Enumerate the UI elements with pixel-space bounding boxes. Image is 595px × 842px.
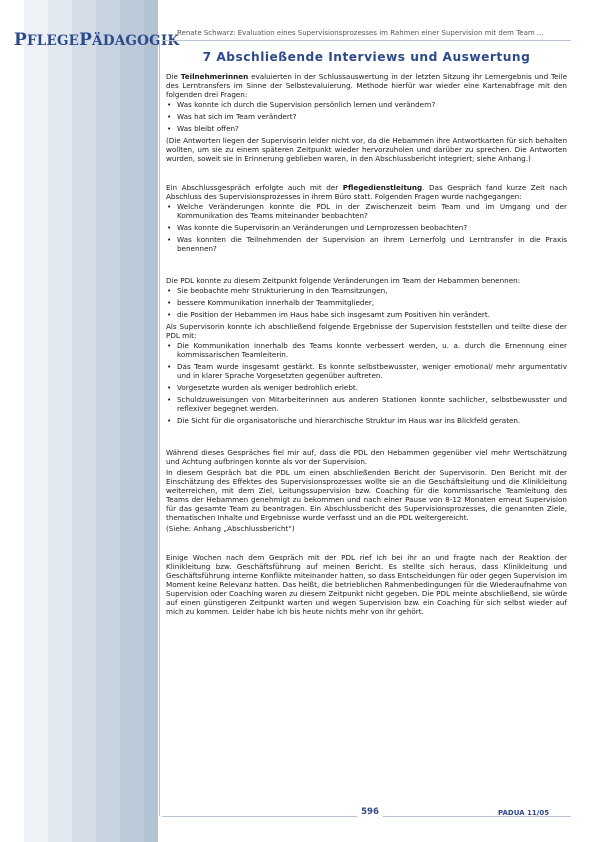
bullet-icon: • — [167, 416, 172, 425]
list-item: • Was bleibt offen? — [167, 124, 239, 133]
bullet-icon: • — [167, 310, 172, 319]
article-body — [166, 50, 567, 616]
bullet-icon: • — [167, 395, 172, 404]
bullet-icon: • — [167, 202, 172, 211]
page-number: 596 — [357, 807, 383, 817]
list-item: • bessere Kommunikation innerhalb der Teammitglieder, — [167, 298, 375, 307]
decor-stripe — [0, 0, 24, 842]
logo-initial: P — [14, 30, 27, 50]
list-item: • Welche Veränderungen konnte die PDL in der Zwischenzeit beim Team und im Umgang und der Kommunikation des Teams miteinander beobachten? — [167, 202, 567, 220]
bullet-icon: • — [167, 124, 172, 133]
logo-part: FLEGE — [26, 33, 80, 49]
result-list — [166, 341, 567, 425]
logo-initial: P — [79, 30, 93, 50]
margin-rule — [159, 40, 160, 816]
bullet-icon: • — [167, 112, 172, 121]
paragraph: Während dieses Gespräches fiel mir auf, dass die PDL den Hebammen gegenüber viel mehr Wertschätzung und Achtung aufbringen konnte als vor der Supervision. — [166, 448, 567, 466]
running-title: Renate Schwarz: Evaluation eines Supervisionsprozesses im Rahmen einer Supervision mit dem Team ... — [177, 29, 544, 37]
list-item: • Sie beobachte mehr Strukturierung in den Teamsitzungen, — [167, 286, 388, 295]
paragraph: Die PDL konnte zu diesem Zeitpunkt folgende Veränderungen im Team der Hebammen benennen: — [166, 276, 521, 285]
bold-term: Teilnehmerinnen — [180, 72, 249, 81]
header-rule — [162, 40, 571, 41]
list-item: • Was konnten die Teilnehmenden der Supervision an ihrem Lernerfolg und Lerntransfer in die Praxis benennen? — [167, 235, 567, 253]
list-item: • Die Sicht für die organisatorische und hierarchische Struktur im Haus war ins Blickfeld geraten. — [167, 416, 521, 425]
paragraph: In diesem Gespräch bat die PDL um einen abschließenden Bericht der Supervisorin. Den Bericht mit der Einschätzung des Effektes des Supervisionsprozesses wollte sie an die Geschäftsleitung und die Klinikleitung weiterreichen, mit dem Ziel, Leitungssupervision bzw. Coaching für die kommissarische Teamleitung des Teams der Hebammen genehmigt zu bekommen und nach einer Pause von 8-12 Monaten erneut Supervision für das gesamte Team zu beantragen. Ein Abschlussbericht des Supervisionsprozesses, die genannten Ziele, thematischen Inhalte und Ergebnisse wurde verfasst und an die PDL weitergereicht. — [166, 468, 567, 522]
bullet-icon: • — [167, 100, 172, 109]
paragraph: (Die Antworten liegen der Supervisorin leider nicht vor, da die Hebammen ihre Antwortkarten für sich behalten wollten, um sie zu einem späteren Zeitpunkt wieder hervorzuholen und darüber zu sprechen. Die Antworten wurden, soweit sie in Erinnerung geblieben waren, in den Abschlussbericht integriert; siehe Anhang.) — [166, 136, 567, 163]
logo-part: ÄDAGOGIK — [92, 33, 180, 49]
list-item: • Das Team wurde insgesamt gestärkt. Es konnte selbstbewusster, weniger emotional/ mehr argumentativ und in klarer Sprache Vorgesetzten gegenüber auftreten. — [167, 362, 567, 380]
list-item: • die Position der Hebammen im Haus habe sich insgesamt zum Positiven hin verändert. — [167, 310, 490, 319]
section-heading: 7 Abschließende Interviews und Auswertung — [202, 50, 531, 64]
list-item: • Vorgesetzte wurden als weniger bedrohlich erlebt. — [167, 383, 358, 392]
list-item: • Die Kommunikation innerhalb des Teams konnte verbessert werden, u. a. durch die Ernennung einer kommissarischen Teamleiterin. — [167, 341, 567, 359]
decor-stripe — [96, 0, 120, 842]
decor-stripe — [120, 0, 144, 842]
decor-stripe — [48, 0, 72, 842]
bullet-icon: • — [167, 383, 172, 392]
question-list — [166, 202, 567, 253]
decor-stripe — [72, 0, 96, 842]
paragraph: Als Supervisorin konnte ich abschließend folgende Ergebnisse der Supervision feststellen und teilte diese der PDL mit: — [166, 322, 567, 340]
bold-term: Pflegedienstleitung — [342, 183, 423, 192]
bullet-icon: • — [167, 362, 172, 371]
journal-logo — [14, 30, 179, 50]
journal-issue: PADUA 11/05 — [498, 809, 550, 817]
paragraph: Einige Wochen nach dem Gespräch mit der PDL rief ich bei ihr an und fragte nach der Reaktion der Klinikleitung bzw. Geschäftsführung auf meinen Bericht. Es stellte sich heraus, dass Klinikleitung und Geschäftsführung interne Konflikte miteinander hatten, so dass Entscheidungen für oder gegen Supervision im Moment keine Relevanz hatten. Das heißt, die betrieblichen Rahmenbedingungen für die Wiederaufnahme von Supervision oder Coaching waren zu diesem Zeitpunkt nicht gegeben. Die PDL meinte abschließend, sie würde auf einen günstigeren Zeitpunkt warten und wegen Supervision bzw. ein Coaching für sich selbst wieder auf mich zu kommen. Leider habe ich bis heute nichts mehr von ihr gehört. — [166, 553, 567, 616]
paragraph: Ein Abschlussgespräch erfolgte auch mit der Pflegedienstleitung. Das Gespräch fand kurze Zeit nach Abschluss des Supervisionsprozesses in ihrem Büro statt. Folgenden Fragen wurde nachgegangen: — [166, 183, 567, 201]
bullet-icon: • — [167, 223, 172, 232]
observation-list — [166, 286, 567, 319]
list-item: • Schuldzuweisungen von Mitarbeiterinnen aus anderen Stationen konnte sachlicher, selbstbewusster und reflexiver begegnet werden. — [167, 395, 567, 413]
decor-stripe — [24, 0, 48, 842]
bullet-icon: • — [167, 341, 172, 350]
bullet-icon: • — [167, 298, 172, 307]
list-item: • Was konnte die Supervisorin an Veränderungen und Lernprozessen beobachten? — [167, 223, 468, 232]
paragraph: Die Teilnehmerinnen evaluierten in der Schlussauswertung in der letzten Sitzung ihr Lernergebnis und Teile des Lerntransfers im Sinne der Selbstevaluierung. Methode hierfür war wieder eine Kartenabfrage mit den folgenden drei Fragen: — [166, 72, 567, 99]
bullet-icon: • — [167, 286, 172, 295]
list-item: • Was konnte ich durch die Supervision persönlich lernen und verändern? — [167, 100, 436, 109]
paragraph: (Siehe: Anhang „Abschlussbericht“) — [166, 524, 295, 533]
bullet-icon: • — [167, 235, 172, 244]
question-list — [166, 100, 567, 133]
decor-stripe — [144, 0, 158, 842]
list-item: • Was hat sich im Team verändert? — [167, 112, 297, 121]
